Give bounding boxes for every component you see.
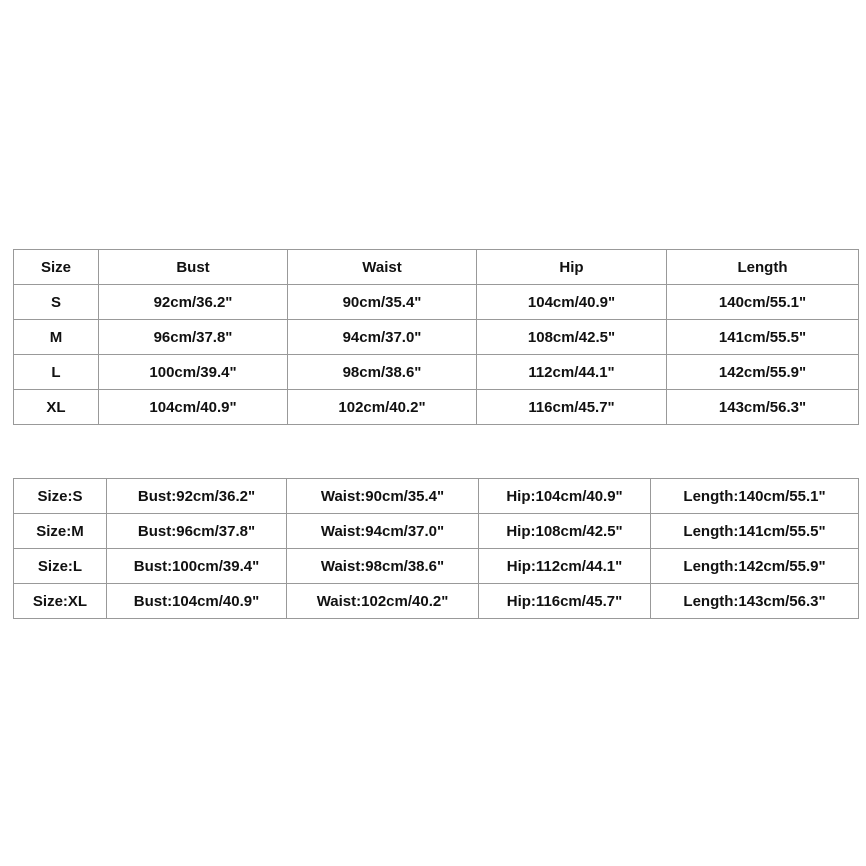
table-row: [14, 320, 859, 355]
size-chart-inline-table: [13, 478, 859, 619]
header-bust: Bust: [99, 250, 288, 285]
cell-bust: Bust:92cm/36.2": [107, 479, 287, 514]
cell-bust: 100cm/39.4": [99, 355, 288, 390]
cell-hip: 108cm/42.5": [477, 320, 667, 355]
cell-length: 140cm/55.1": [667, 285, 859, 320]
cell-length: 141cm/55.5": [667, 320, 859, 355]
header-hip: Hip: [477, 250, 667, 285]
table-row: [14, 514, 859, 549]
cell-hip: 112cm/44.1": [477, 355, 667, 390]
header-waist: Waist: [288, 250, 477, 285]
cell-length: Length:142cm/55.9": [651, 549, 859, 584]
cell-size: M: [14, 320, 99, 355]
cell-bust: 92cm/36.2": [99, 285, 288, 320]
cell-hip: 116cm/45.7": [477, 390, 667, 425]
cell-length: 143cm/56.3": [667, 390, 859, 425]
cell-hip: Hip:112cm/44.1": [479, 549, 651, 584]
cell-size: S: [14, 285, 99, 320]
cell-waist: Waist:94cm/37.0": [287, 514, 479, 549]
cell-waist: Waist:90cm/35.4": [287, 479, 479, 514]
cell-size: Size:L: [14, 549, 107, 584]
cell-size: Size:M: [14, 514, 107, 549]
table-row: [14, 390, 859, 425]
cell-length: 142cm/55.9": [667, 355, 859, 390]
cell-waist: 98cm/38.6": [288, 355, 477, 390]
cell-size: L: [14, 355, 99, 390]
cell-length: Length:143cm/56.3": [651, 584, 859, 619]
header-size: Size: [14, 250, 99, 285]
cell-waist: 90cm/35.4": [288, 285, 477, 320]
header-length: Length: [667, 250, 859, 285]
cell-bust: Bust:100cm/39.4": [107, 549, 287, 584]
table-row: [14, 584, 859, 619]
cell-bust: Bust:96cm/37.8": [107, 514, 287, 549]
cell-hip: 104cm/40.9": [477, 285, 667, 320]
cell-length: Length:140cm/55.1": [651, 479, 859, 514]
table-row: [14, 479, 859, 514]
cell-bust: Bust:104cm/40.9": [107, 584, 287, 619]
cell-hip: Hip:116cm/45.7": [479, 584, 651, 619]
table-row: [14, 285, 859, 320]
cell-bust: 96cm/37.8": [99, 320, 288, 355]
cell-waist: 94cm/37.0": [288, 320, 477, 355]
cell-bust: 104cm/40.9": [99, 390, 288, 425]
cell-size: Size:S: [14, 479, 107, 514]
cell-hip: Hip:104cm/40.9": [479, 479, 651, 514]
cell-size: Size:XL: [14, 584, 107, 619]
cell-waist: Waist:98cm/38.6": [287, 549, 479, 584]
table-header-row: [14, 250, 859, 285]
cell-waist: 102cm/40.2": [288, 390, 477, 425]
table-row: [14, 355, 859, 390]
cell-waist: Waist:102cm/40.2": [287, 584, 479, 619]
size-chart-table: [13, 249, 859, 425]
cell-hip: Hip:108cm/42.5": [479, 514, 651, 549]
cell-size: XL: [14, 390, 99, 425]
cell-length: Length:141cm/55.5": [651, 514, 859, 549]
table-row: [14, 549, 859, 584]
